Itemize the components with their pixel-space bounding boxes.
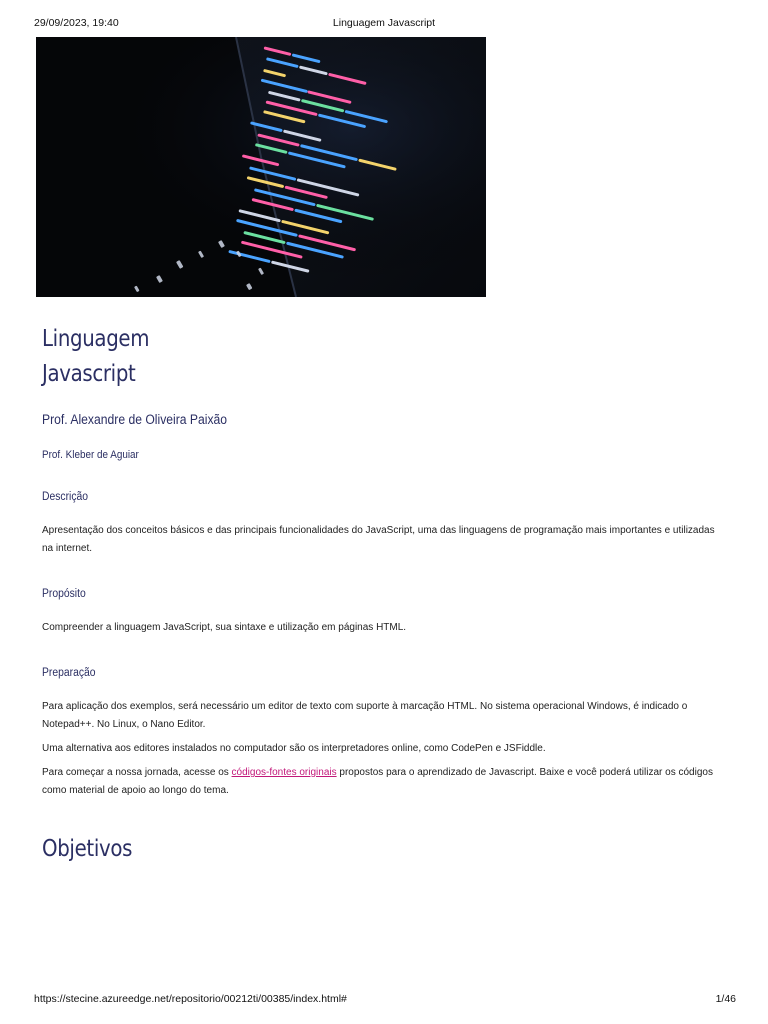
print-title: Linguagem Javascript [332,17,436,29]
preparacao-paragraph-1: Para aplicação dos exemplos, será necessário um editor de texto com suporte à marcação HTML. No sistema operacional Windows, é indicado o Notepad++. No Linux, o Nano Editor. [42,701,688,730]
objetivos-heading: Objetivos [42,836,133,862]
page-title [42,322,630,392]
print-url: https://stecine.azureedge.net/repositorio/00212ti/00385/index.html# [34,993,347,1005]
preparacao-p3-before: Para começar a nossa jornada, acesse os [42,767,232,778]
author-secondary: Prof. Kleber de Aguiar [42,449,139,461]
page-title-line2: Javascript [42,361,136,387]
source-code-link[interactable]: códigos-fontes originais [231,767,337,778]
print-datetime: 29/09/2023, 19:40 [34,17,119,29]
author-primary: Prof. Alexandre de Oliveira Paixão [42,412,228,427]
preparacao-paragraph-3 [42,764,726,800]
document-content [42,318,726,862]
proposito-heading: Propósito [42,588,86,600]
preparacao-heading: Preparação [42,667,96,679]
page-number: 1/46 [715,993,736,1005]
descricao-heading: Descrição [42,491,89,503]
code-on-laptop-photo [36,37,486,297]
preparacao-paragraph-2: Uma alternativa aos editores instalados no computador são os interpretadores online, como CodePen e JSFiddle. [42,743,546,754]
page-title-line1: Linguagem [42,326,150,352]
hero-code-image [36,37,486,297]
print-footer [34,993,736,1007]
proposito-text: Compreender a linguagem JavaScript, sua sintaxe e utilização em páginas HTML. [42,622,407,633]
print-header [34,17,734,31]
preparacao-p3-after: propostos para o aprendizado de Javascript. Baixe e você poderá utilizar os códigos como material de apoio ao longo do tema. [42,767,713,796]
descricao-text: Apresentação dos conceitos básicos e das principais funcionalidades do JavaScript, uma das linguagens de programação mais importantes e utilizadas na internet. [42,525,715,554]
